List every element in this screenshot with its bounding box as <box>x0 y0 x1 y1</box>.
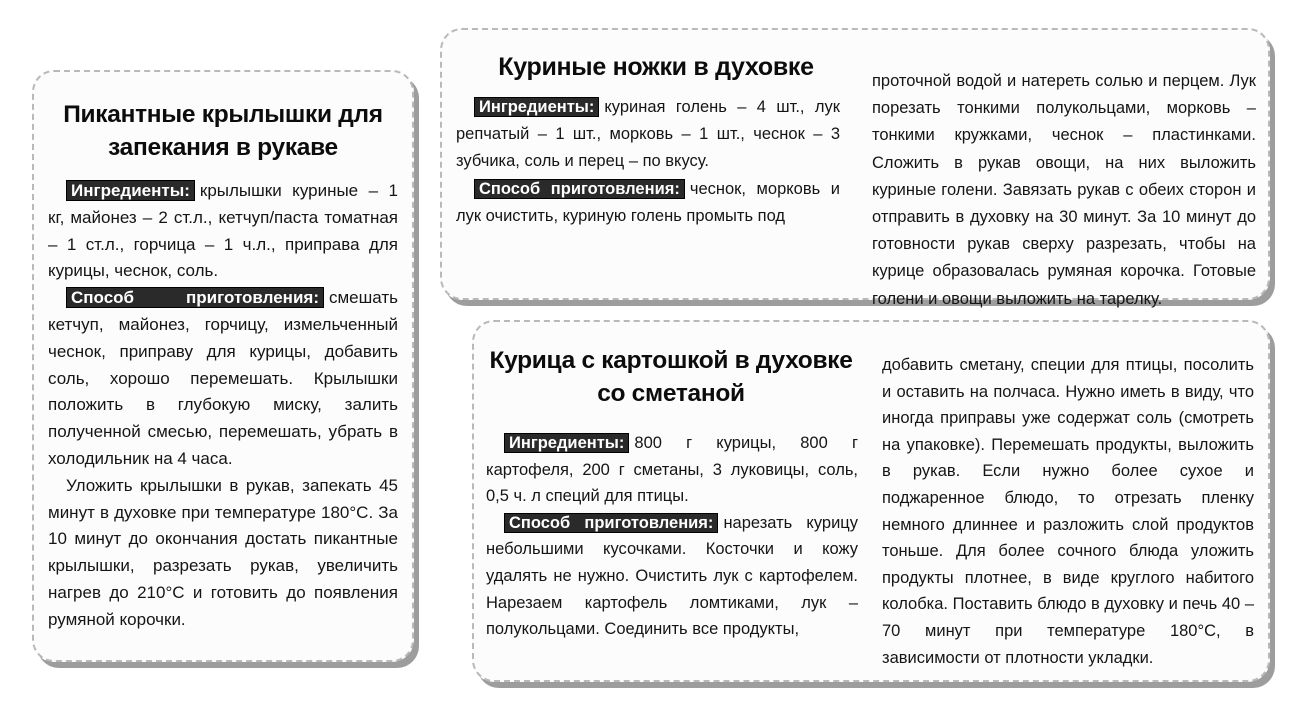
ingredients-paragraph <box>48 178 398 285</box>
recipe-column-right <box>882 352 1254 671</box>
ingredients-paragraph <box>486 430 858 510</box>
recipe-title: Пикантные крылышки для запекания в рукаве <box>63 101 383 161</box>
method-paragraph-2: Уложить крылышки в рукав, запекать 45 минут в духовке при температуре 180°С. За 10 минут до окончания достать пикантные крылышки, разрезать рукав, увеличить нагрев до 210°С и готовить до появления румяной корочки. <box>48 475 398 629</box>
recipe-card-chicken-legs <box>440 28 1270 308</box>
recipe-title: Куриные ножки в духовке <box>498 53 814 81</box>
ingredients-text: 800 г курицы, 800 г картофеля, 200 г сметаны, 3 луковицы, соль, 0,5 ч. л специй для птицы. <box>486 434 858 506</box>
recipe-column-right <box>872 68 1256 313</box>
recipe-body <box>48 178 398 634</box>
recipe-card-spicy-wings <box>32 70 414 662</box>
method-paragraph-start <box>486 510 858 643</box>
method-text-part-2: проточной водой и натереть солью и перцем. Лук порезать тонкими полукольцами, морковь – тонкими кружками, чеснок – пластинками. Сложить в рукав овощи, на них выложить куриные голени. Завязать рукав с обеих сторон и отправить в духовку на 30 минут. За 10 минут до готовности рукав сверху разрезать, чтобы на курице образовалась румяная корочка. Готовые голени и овощи выложить на тарелку. <box>872 72 1256 308</box>
method-paragraph <box>48 285 398 473</box>
method-text: смешать кетчуп, майонез, горчицу, измельченный чеснок, приправу для курицы, добавить соль, хорошо перемешать. Крылышки положить в глубокую миску, залить полученной смесью, перемешать, убрать в холодильник на 4 часа. <box>48 288 398 468</box>
method-text-part-1: нарезать курицу небольшими кусочками. Косточки и кожу удалять не нужно. Очистить лук с картофелем. Нарезаем картофель ломтиками, лук – полукольцами. Соединить все продукты, <box>486 513 858 639</box>
ingredients-label: Ингредиенты: <box>66 180 195 201</box>
ingredients-text: куриная голень – 4 шт., лук репчатый – 1 шт., морковь – 1 шт., чеснок – 3 зубчика, соль и перец – по вкусу. <box>456 98 840 171</box>
ingredients-label: Ингредиенты: <box>474 97 599 117</box>
ingredients-text: крылышки куриные – 1 кг, майонез – 2 ст.л., кетчуп/паста томатная – 1 ст.л., горчица – 1 ч.л., приправа для курицы, чеснок, соль. <box>48 181 398 281</box>
ingredients-paragraph <box>456 94 840 176</box>
recipe-title: Курица с картошкой в духовке со сметаной <box>489 347 853 407</box>
recipe-card-chicken-potatoes <box>472 320 1270 682</box>
method-label: Способ приготовления: <box>504 513 718 533</box>
method-text-part-1: чеснок, морковь и лук очистить, куриную голень промыть под <box>456 179 841 225</box>
method-label: Способ приготовления: <box>66 287 324 308</box>
recipe-column-left <box>486 430 858 643</box>
method-paragraph-start <box>456 176 840 230</box>
recipe-column-left <box>456 94 840 230</box>
method-label: Способ приготовления: <box>474 179 685 199</box>
method-text-part-2: добавить сметану, специи для птицы, посолить и оставить на полчаса. Нужно иметь в виду, что иногда приправы уже содержат соль (смотреть на упаковке). Перемешать продукты, выложить в рукав. Если нужно более сухое и поджаренное блюдо, то отрезать пленку немного длиннее и разложить слой продуктов тоньше. Для более сочного блюда уложить продукты плотнее, в виде круглого набитого колобка. Поставить блюдо в духовку и печь 40 – 70 минут при температуре 180°С, в зависимости от плотности укладки. <box>882 356 1254 667</box>
ingredients-label: Ингредиенты: <box>504 433 629 453</box>
